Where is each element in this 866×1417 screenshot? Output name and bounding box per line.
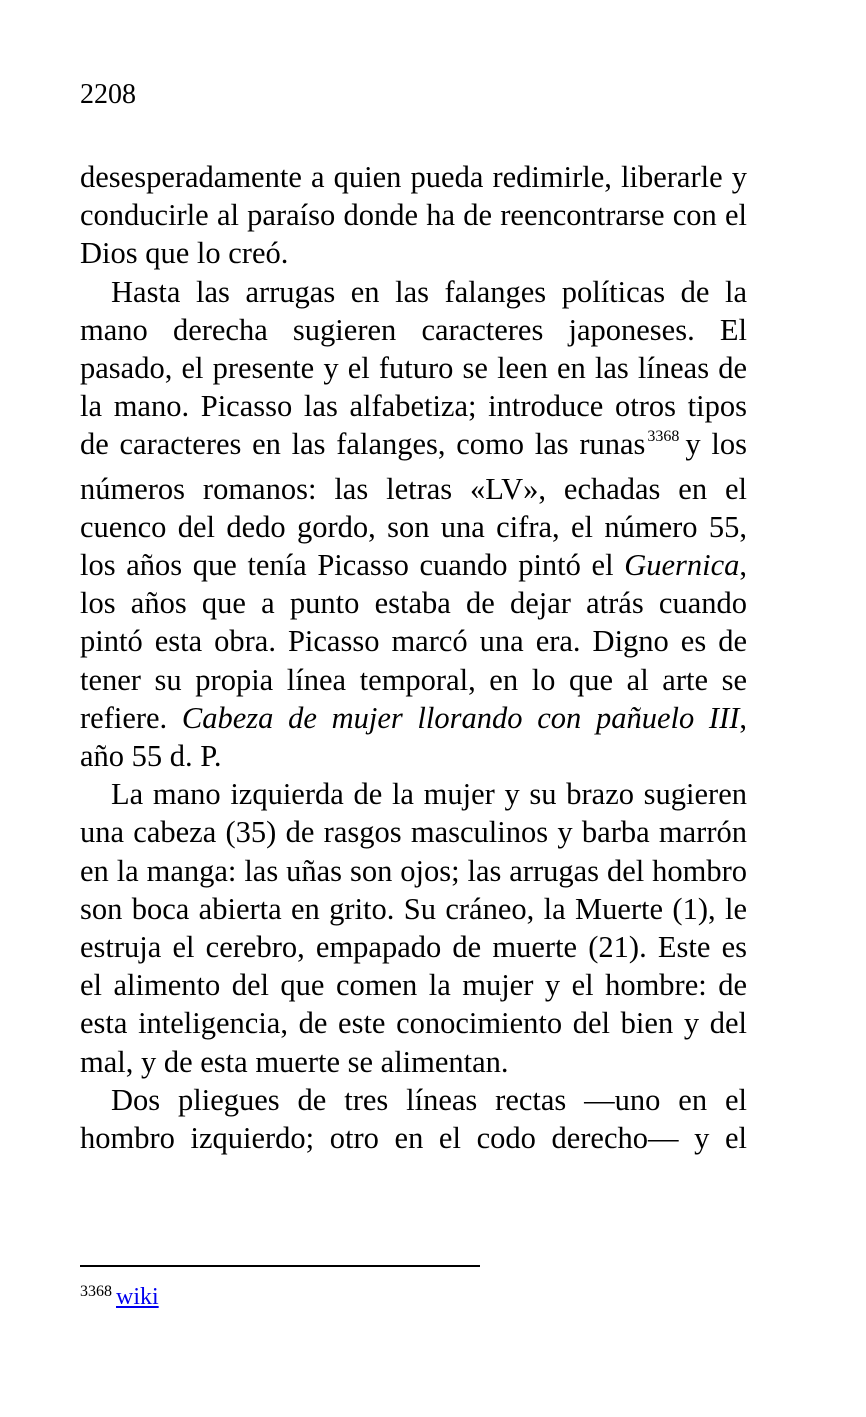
paragraph-3: La mano izquierda de la mujer y su brazo sugieren una cabeza (35) de rasgos masculinos y barba marrón en la manga: las uñas son ojos; las arrugas del hombro son boca abierta en grito. Su cráneo, la Muerte (1), le estruja el cerebro, empapado de muerte (21). Este es el alimento del que comen la mujer y el hombre: de esta inteligencia, de este conocimiento del bien y del mal, y de esta muerte se alimentan. [80, 777, 747, 1079]
body-text [80, 158, 747, 1157]
footnote [80, 1282, 159, 1315]
paragraph-1: desesperadamente a quien pueda redimirle, liberarle y conducirle al paraíso donde ha de reencontrarse con el Dios que lo creó. [80, 160, 747, 271]
footnote-reference[interactable]: 3368 [647, 428, 680, 446]
paragraph-2-part-b: y los números romanos: las letras «LV», echadas en el cuenco del dedo gordo, son una cifra, el número 55, los años que tenía Picasso cuando pintó el [80, 427, 747, 583]
artwork-title-cabeza: Cabeza de mujer llorando con pañuelo III [181, 700, 740, 735]
paragraph-2 [80, 273, 747, 776]
paragraph-2-part-a: Hasta las arrugas en las falanges políticas de la mano derecha sugieren caracteres japoneses. El pasado, el presente y el futuro se leen en las líneas de la mano. Picasso las alfabetiza; introduce otros tipos de caracteres en las falanges, como las runas [80, 274, 747, 462]
paragraph-4: Dos pliegues de tres líneas rectas —uno en el hombro izquierdo; otro en el codo derecho— y el [80, 1082, 747, 1156]
footnote-link-wiki[interactable]: wiki [116, 1284, 159, 1310]
paragraph-2-part-d: , año 55 d. P. [80, 700, 748, 774]
page-number: 2208 [80, 79, 136, 110]
paragraph-2-part-c: , los años que a punto estaba de dejar atrás cuando pintó esta obra. Picasso marcó una era. Digno es de tener su propia línea temporal, en lo que al arte se refiere. [80, 548, 748, 735]
footnote-divider [80, 1265, 480, 1267]
artwork-title-guernica: Guernica [624, 548, 740, 583]
footnote-number: 3368 [80, 1283, 112, 1300]
